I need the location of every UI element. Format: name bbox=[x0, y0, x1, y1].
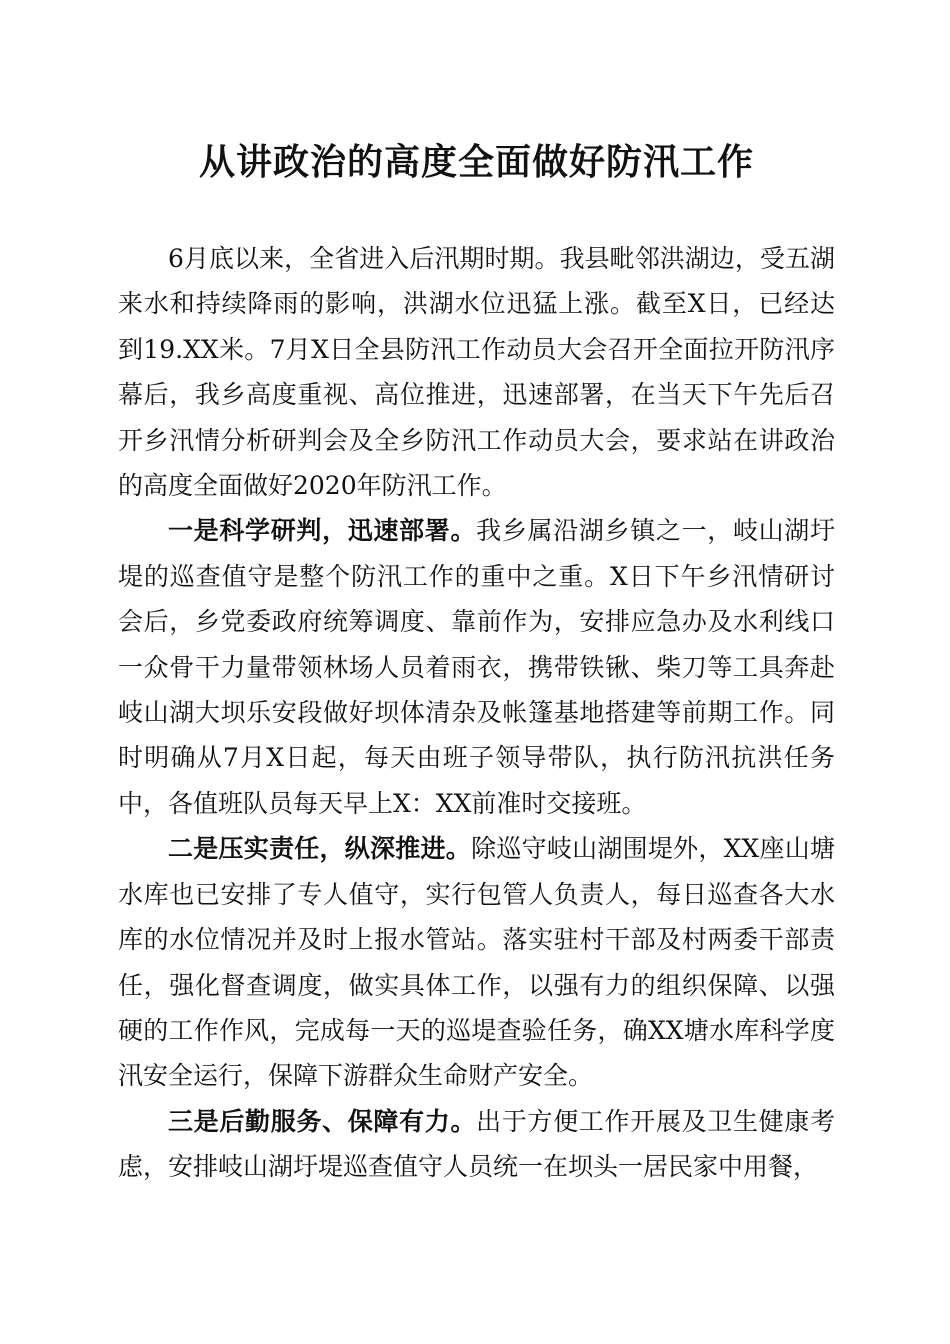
paragraph-lead: 二是压实责任，纵深推进。 bbox=[168, 834, 472, 864]
document-title: 从讲政治的高度全面做好防汛工作 bbox=[198, 141, 754, 183]
paragraph-text: 出于方便工作开展及卫生健康考虑，安排岐山湖圩堤巡查值守人员统一在坝头一居民家中用餐， bbox=[118, 1106, 835, 1182]
paragraph-text: 6月底以来，全省进入后汛期时期。我县毗邻洪湖边，受五湖来水和持续降雨的影响，洪湖水位迅猛上涨。截至X日，已经达到19.XX米。7月X日全县防汛工作动员大会召开全面拉开防汛序幕后，我乡高度重视、高位推进，迅速部署，在当天下午先后召开乡汛情分析研判会及全乡防汛工作动员大会，要求站在讲政治的高度全面做好2020年防汛工作。 bbox=[118, 244, 835, 501]
paragraph-lead: 三是后勤服务、保障有力。 bbox=[168, 1106, 477, 1136]
paragraph-point-2 bbox=[118, 826, 835, 1098]
document-body bbox=[118, 236, 835, 1190]
paragraph-intro bbox=[118, 236, 835, 508]
paragraph-text: 我乡属沿湖乡镇之一，岐山湖圩堤的巡查值守是整个防汛工作的重中之重。X日下午乡汛情研讨会后，乡党委政府统筹调度、靠前作为，安排应急办及水利线口一众骨干力量带领林场人员着雨衣，携带铁锹、柴刀等工具奔赴岐山湖大坝乐安段做好坝体清杂及帐篷基地搭建等前期工作。同时明确从7月X日起，每天由班子领导带队，执行防汛抗洪任务中，各值班队员每天早上X：XX前准时交接班。 bbox=[118, 516, 835, 818]
paragraph-text: 除巡守岐山湖围堤外，XX座山塘水库也已安排了专人值守，实行包管人负责人，每日巡查各大水库的水位情况并及时上报水管站。落实驻村干部及村两委干部责任，强化督查调度，做实具体工作，以强有力的组织保障、以强硬的工作作风，完成每一天的巡堤查验任务，确XX塘水库科学度汛安全运行，保障下游群众生命财产安全。 bbox=[118, 834, 835, 1091]
paragraph-point-1 bbox=[118, 508, 835, 826]
paragraph-point-3 bbox=[118, 1099, 835, 1190]
paragraph-lead: 一是科学研判，迅速部署。 bbox=[168, 516, 477, 546]
